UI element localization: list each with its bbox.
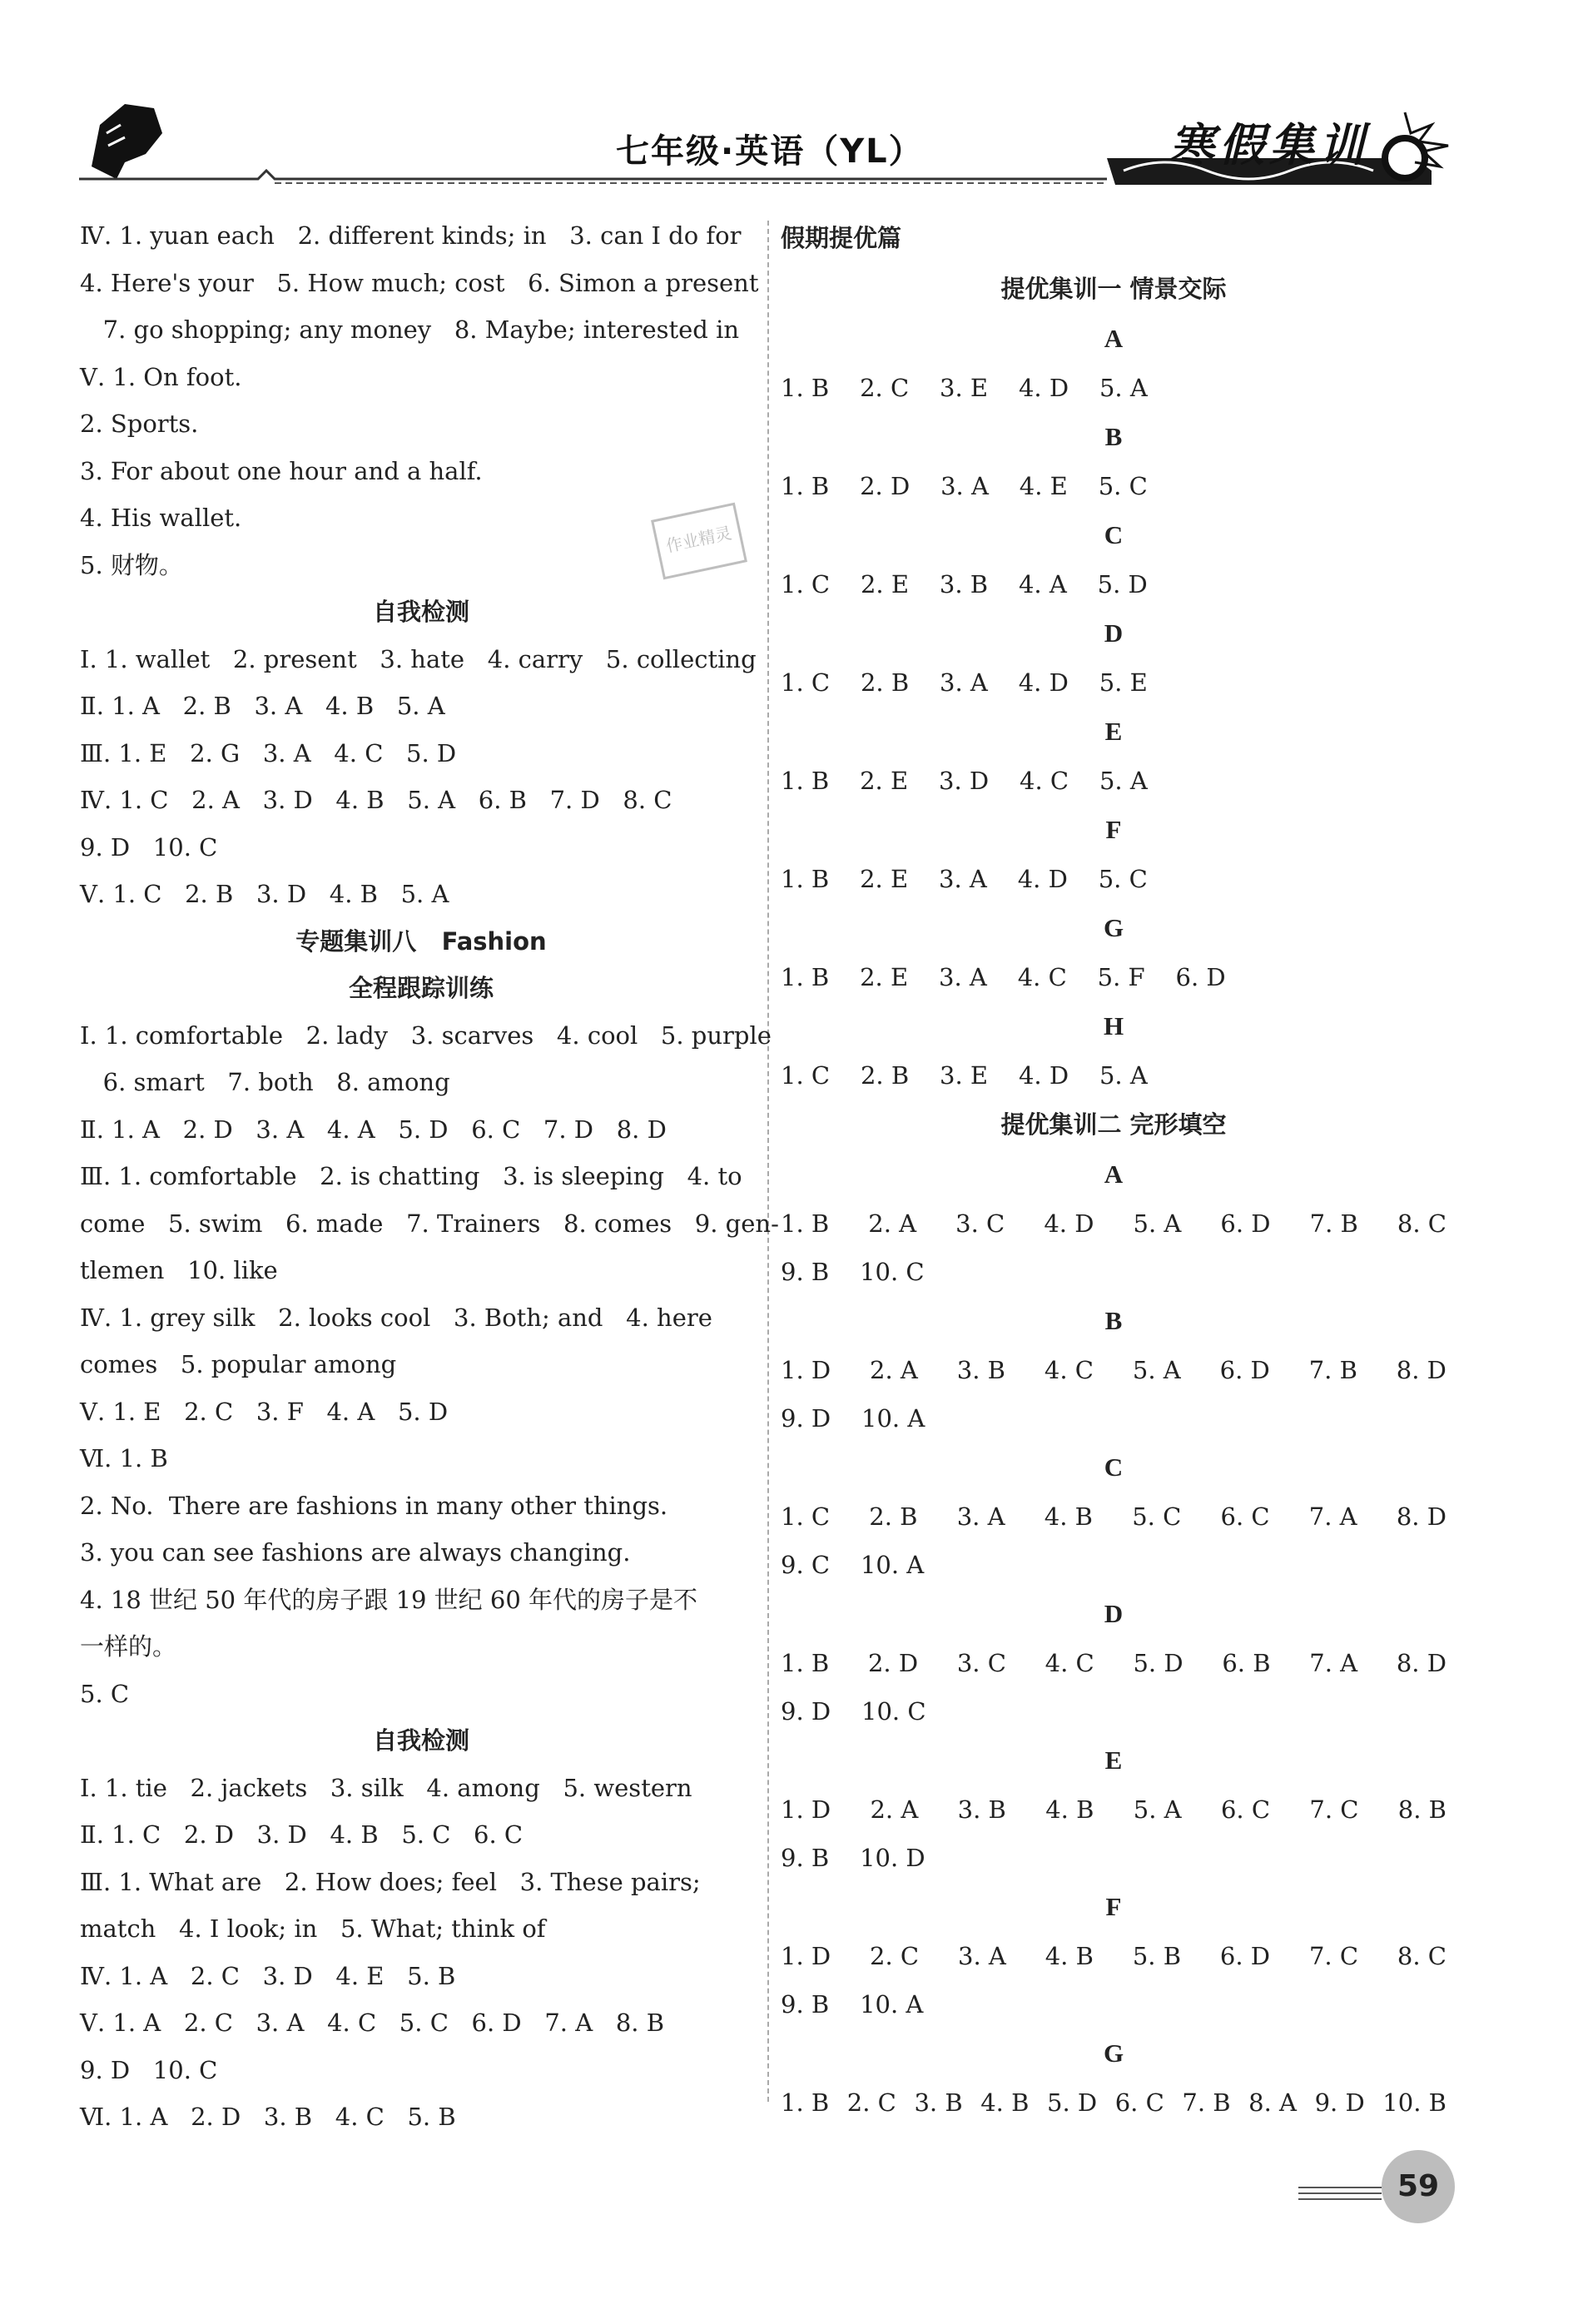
answer-line: Ⅱ. 1. A 2. B 3. A 4. B 5. A xyxy=(80,692,445,720)
answer-item: 8. C xyxy=(1397,1209,1446,1238)
group-letter: D xyxy=(1104,618,1124,648)
answer-item: 7. A xyxy=(1309,1649,1358,1677)
answer-line: 5. 财物。 xyxy=(80,550,183,579)
answer-item: 5. A xyxy=(1133,1795,1182,1824)
answer-line: 2. Sports. xyxy=(80,410,199,438)
answer-line: Ⅳ. 1. C 2. A 3. D 4. B 5. A 6. B 7. D 8. C xyxy=(80,786,672,814)
answer-row: 1. B 2. E 3. D 4. C 5. A xyxy=(781,767,1148,795)
group-letter: A xyxy=(1104,1160,1124,1189)
column-divider xyxy=(767,221,769,2102)
answer-item: 2. A xyxy=(870,1356,918,1384)
answer-item: 3. C xyxy=(956,1649,1006,1677)
answer-line: Ⅱ. 1. C 2. D 3. D 4. B 5. C 6. C xyxy=(80,1820,524,1849)
section-title: 假期提优篇 xyxy=(781,224,902,252)
answer-item: 4. C xyxy=(1045,1649,1094,1677)
answer-item: 1. B xyxy=(781,2088,830,2117)
answer-item: 6. D xyxy=(1219,1356,1270,1384)
answer-line: Ⅴ. 1. On foot. xyxy=(80,362,242,391)
group-letter: E xyxy=(1104,1745,1123,1775)
answer-line: Ⅲ. 1. E 2. G 3. A 4. C 5. D xyxy=(80,738,457,767)
answer-row: 9. B 10. A xyxy=(781,1990,924,2019)
answer-item: 3. A xyxy=(956,1502,1005,1531)
group-letter: F xyxy=(1105,1892,1122,1921)
answer-line: Ⅰ. 1. tie 2. jackets 3. silk 4. among 5. western xyxy=(80,1773,692,1802)
answer-item: 5. C xyxy=(1132,1502,1182,1531)
answer-item: 5. A xyxy=(1132,1356,1181,1384)
answer-row xyxy=(781,1639,1446,1687)
answer-item: 2. A xyxy=(870,1795,919,1824)
answer-row: 9. D 10. C xyxy=(781,1697,926,1726)
answer-row: 9. B 10. D xyxy=(781,1844,925,1872)
answer-line: Ⅲ. 1. comfortable 2. is chatting 3. is sleeping 4. to xyxy=(80,1162,742,1190)
answer-line: Ⅵ. 1. B xyxy=(80,1444,168,1472)
answer-line: Ⅳ. 1. yuan each 2. different kinds; in 3. can I do for xyxy=(80,221,742,250)
group-letter: B xyxy=(1104,422,1123,451)
answer-item: 8. B xyxy=(1397,1795,1446,1824)
header-title: 七年级·英语（YL） xyxy=(616,132,924,171)
answer-line: 9. D 10. C xyxy=(80,2055,218,2084)
answer-line: 9. D 10. C xyxy=(80,832,218,862)
answer-item: 8. D xyxy=(1396,1502,1446,1531)
answer-row: 9. D 10. A xyxy=(781,1404,925,1433)
group-letter: G xyxy=(1103,2038,1124,2068)
answer-line: come 5. swim 6. made 7. Trainers 8. comes 9. gen- xyxy=(80,1209,779,1238)
answer-line: Ⅰ. 1. comfortable 2. lady 3. scarves 4. cool 5. purple xyxy=(80,1020,772,1050)
group-letter: G xyxy=(1103,913,1124,942)
answer-line: 5. C xyxy=(80,1679,130,1708)
answer-row xyxy=(781,1785,1446,1834)
answer-row xyxy=(781,1199,1446,1248)
stamp-text: 作业精灵 xyxy=(663,522,734,557)
answer-row: 1. C 2. B 3. A 4. D 5. E xyxy=(781,668,1148,697)
answer-row: 1. B 2. D 3. A 4. E 5. C xyxy=(781,472,1148,500)
fist-icon xyxy=(92,104,162,179)
answer-item: 3. B xyxy=(956,1356,1005,1384)
answer-item: 4. B xyxy=(1044,1502,1093,1531)
answer-item: 1. D xyxy=(781,1356,831,1384)
brand-title: 寒假集训 xyxy=(1169,118,1369,171)
answer-item: 3. C xyxy=(955,1209,1005,1238)
answer-item: 8. D xyxy=(1396,1649,1446,1677)
answer-item: 6. D xyxy=(1220,1209,1271,1238)
stamp-watermark xyxy=(641,499,757,591)
answer-item: 5. A xyxy=(1133,1209,1182,1238)
answer-row: 1. B 2. E 3. A 4. C 5. F 6. D xyxy=(781,963,1226,991)
answer-line: Ⅴ. 1. E 2. C 3. F 4. A 5. D xyxy=(80,1397,449,1426)
answer-line: 4. His wallet. xyxy=(80,504,242,532)
answer-line: Ⅳ. 1. grey silk 2. looks cool 3. Both; and 4. here xyxy=(80,1303,712,1332)
answer-item: 6. C xyxy=(1220,1502,1270,1531)
right-column xyxy=(781,212,1446,2127)
answer-line: Ⅴ. 1. A 2. C 3. A 4. C 5. C 6. D 7. A 8. B xyxy=(80,2009,665,2037)
answer-item: 5. D xyxy=(1133,1649,1184,1677)
answer-item: 7. B xyxy=(1309,1209,1358,1238)
group-letter: C xyxy=(1104,1452,1124,1482)
answer-item: 3. B xyxy=(914,2088,963,2117)
section-heading: 自我检测 xyxy=(372,598,469,626)
answer-item: 6. B xyxy=(1222,1649,1271,1677)
answer-item: 7. A xyxy=(1308,1502,1357,1531)
answer-row: 1. C 2. B 3. E 4. D 5. A xyxy=(781,1061,1148,1090)
group-letter: E xyxy=(1104,717,1123,746)
answer-line: Ⅳ. 1. A 2. C 3. D 4. E 5. B xyxy=(80,1961,456,1990)
unit2-title: 提优集训二 完形填空 xyxy=(1000,1110,1227,1139)
answer-item: 1. D xyxy=(781,1942,831,1970)
answer-item: 7. C xyxy=(1308,1942,1359,1970)
answer-item: 7. C xyxy=(1309,1795,1359,1824)
answer-item: 9. D xyxy=(1314,2088,1365,2117)
answer-item: 2. A xyxy=(868,1209,917,1238)
answer-item: 4. B xyxy=(1045,1795,1094,1824)
unit1-title: 提优集训一 情景交际 xyxy=(1000,275,1227,303)
answer-item: 4. B xyxy=(1045,1942,1094,1970)
answer-line: 一样的。 xyxy=(80,1632,177,1661)
answer-item: 1. D xyxy=(781,1795,831,1824)
answer-item: 7. B xyxy=(1308,1356,1357,1384)
answer-line: Ⅲ. 1. What are 2. How does; feel 3. These pairs; xyxy=(80,1867,701,1896)
answer-item: 10. B xyxy=(1382,2088,1446,2117)
answer-item: 2. C xyxy=(870,1942,920,1970)
answer-row: 1. C 2. E 3. B 4. A 5. D xyxy=(781,570,1148,598)
answer-line: 4. 18 世纪 50 年代的房子跟 19 世纪 60 年代的房子是不 xyxy=(80,1585,698,1614)
answer-item: 8. C xyxy=(1397,1942,1446,1970)
answer-item: 7. B xyxy=(1182,2088,1231,2117)
page-header xyxy=(0,0,1578,200)
section-heading: 自我检测 xyxy=(372,1726,469,1755)
answer-row: 1. B 2. C 3. E 4. D 5. A xyxy=(781,374,1148,402)
unit1-answers xyxy=(781,314,1446,1100)
answer-line: 3. For about one hour and a half. xyxy=(80,456,483,485)
answer-row xyxy=(781,1932,1446,1980)
page-number-lines xyxy=(1298,2187,1382,2204)
answer-row xyxy=(781,1346,1446,1394)
section-heading: 全程跟踪训练 xyxy=(348,974,494,1002)
answer-row: 9. C 10. A xyxy=(781,1551,925,1579)
answer-line: tlemen 10. like xyxy=(80,1256,278,1284)
answer-item: 3. B xyxy=(957,1795,1006,1824)
answer-item: 1. B xyxy=(781,1649,830,1677)
answer-row: 1. B 2. E 3. A 4. D 5. C xyxy=(781,865,1148,893)
answer-item: 3. A xyxy=(958,1942,1006,1970)
answer-row xyxy=(781,2078,1446,2127)
group-letter: B xyxy=(1104,1306,1123,1335)
answer-line: 6. smart 7. both 8. among xyxy=(80,1068,450,1096)
answer-item: 1. C xyxy=(781,1502,831,1531)
unit2-answers xyxy=(781,1150,1446,2127)
answer-item: 4. D xyxy=(1044,1209,1094,1238)
group-letter: H xyxy=(1103,1011,1124,1040)
section-heading: 专题集训八 Fashion xyxy=(295,926,547,956)
page-number: 59 xyxy=(1382,2150,1455,2223)
group-letter: C xyxy=(1104,520,1124,549)
answer-line: Ⅴ. 1. C 2. B 3. D 4. B 5. A xyxy=(80,880,449,908)
answer-item: 2. B xyxy=(869,1502,918,1531)
answer-line: 3. you can see fashions are always changing. xyxy=(80,1538,631,1567)
answer-item: 8. D xyxy=(1396,1356,1446,1384)
answer-item: 1. B xyxy=(781,1209,830,1238)
answer-row xyxy=(781,1492,1446,1541)
answer-item: 2. C xyxy=(846,2088,896,2117)
answer-item: 5. B xyxy=(1132,1942,1182,1970)
group-letter: F xyxy=(1105,815,1122,844)
answer-row: 9. B 10. C xyxy=(781,1258,925,1286)
answer-item: 8. A xyxy=(1248,2088,1297,2117)
answer-item: 4. B xyxy=(980,2088,1030,2117)
answer-item: 5. D xyxy=(1047,2088,1098,2117)
answer-line: 7. go shopping; any money 8. Maybe; interested in xyxy=(80,315,740,344)
answer-line: match 4. I look; in 5. What; think of xyxy=(80,1914,546,1943)
answer-item: 6. D xyxy=(1219,1942,1271,1970)
answer-line: comes 5. popular among xyxy=(80,1350,397,1378)
answer-item: 6. C xyxy=(1114,2088,1164,2117)
answer-item: 2. D xyxy=(867,1649,919,1677)
group-letter: D xyxy=(1104,1599,1124,1628)
answer-line: Ⅵ. 1. A 2. D 3. B 4. C 5. B xyxy=(80,2103,456,2131)
answer-item: 6. C xyxy=(1220,1795,1271,1824)
answer-line: Ⅰ. 1. wallet 2. present 3. hate 4. carry 5. collecting xyxy=(80,644,757,673)
group-letter: A xyxy=(1104,324,1124,353)
answer-line: 2. No. There are fashions in many other things. xyxy=(80,1491,668,1520)
answer-line: Ⅱ. 1. A 2. D 3. A 4. A 5. D 6. C 7. D 8. D xyxy=(80,1115,667,1144)
answer-item: 4. C xyxy=(1044,1356,1094,1384)
answer-line: 4. Here's your 5. How much; cost 6. Simon a present xyxy=(80,268,759,297)
